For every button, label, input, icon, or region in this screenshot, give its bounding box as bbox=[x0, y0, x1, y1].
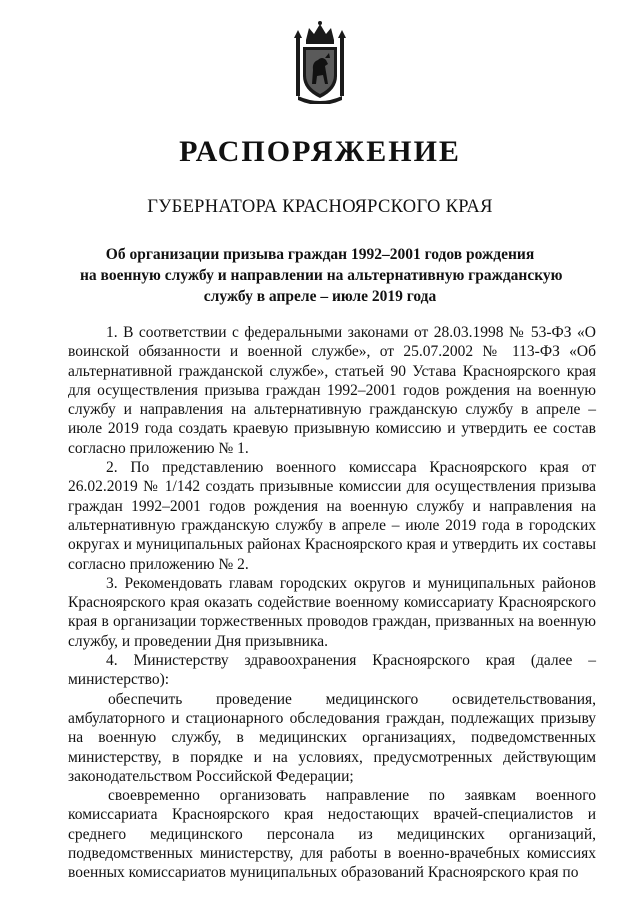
title-line: службу в апреле – июле 2019 года bbox=[203, 288, 437, 305]
document-body bbox=[68, 323, 596, 883]
title-line: на военную службу и направлении на альтернативную гражданскую bbox=[80, 267, 563, 284]
krasnoyarsk-coat-of-arms-icon bbox=[292, 20, 348, 104]
title-line: Об организации призыва граждан 1992–2001 годов рождения bbox=[105, 246, 535, 263]
document-title bbox=[80, 244, 563, 307]
body-paragraph: 4. Министерству здравоохранения Красноярского края (далее – министерство): bbox=[68, 652, 596, 689]
body-paragraph: 2. По представлению военного комиссара Красноярского края от 26.02.2019 № 1/142 создать призывные комиссии для осуществления призыва граждан 1992–2001 годов рождения на военную службу и направления на альтернативную гражданскую службу в апреле – июле 2019 года в городских округах и муниципальных районах Красноярского края и утвердить их составы согласно приложению № 2. bbox=[68, 459, 596, 573]
body-paragraph: 3. Рекомендовать главам городских округов и муниципальных районов Красноярского края оказать содействие военному комиссариату Красноярского края в организации торжественных проводов граждан, призванных на военную службу, и проведении Дня призывника. bbox=[68, 574, 596, 650]
document-type-heading: РАСПОРЯЖЕНИЕ bbox=[179, 135, 461, 168]
body-paragraph: обеспечить проведение медицинского освидетельствования, амбулаторного и стационарного обследования граждан, подлежащих призыву на военную службу, в медицинских организациях, подведомственных министерству, в порядке и на условиях, предусмотренных действующим законодательством Российской Федерации; bbox=[68, 690, 596, 785]
body-paragraph: 1. В соответствии с федеральными законами от 28.03.1998 № 53-ФЗ «О воинской обязанности и военной службе», от 25.07.2002 № 113-ФЗ «Об альтернативной гражданской службе», статьей 90 Устава Красноярского края для осуществления призыва граждан 1992–2001 годов рождения на военную службу и направления на альтернативную гражданскую службу в апреле – июле 2019 года создать краевую призывную комиссию и утвердить ее состав согласно приложению № 1. bbox=[68, 324, 596, 457]
body-paragraph: своевременно организовать направление по заявкам военного комиссариата Красноярского края недостающих врачей-специалистов и среднего медицинского персонала из медицинских организаций, подведомственных министерству, для работы в военно-врачебных комиссиях военных комиссариатов муниципальных образований Красноярского края по bbox=[68, 787, 596, 882]
issuer-heading: ГУБЕРНАТОРА КРАСНОЯРСКОГО КРАЯ bbox=[147, 197, 493, 217]
